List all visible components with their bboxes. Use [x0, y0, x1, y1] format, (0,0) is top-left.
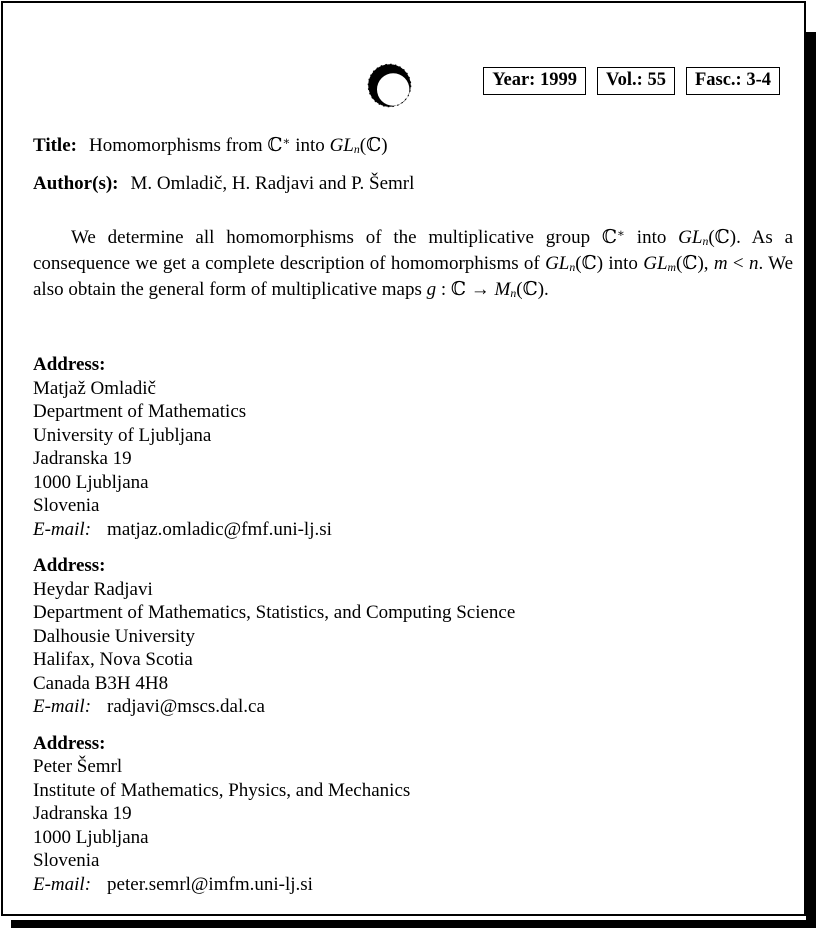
text-run: ∗	[282, 135, 291, 149]
page-shadow-bottom	[11, 920, 816, 928]
text-run: GL	[545, 253, 570, 274]
address-block-semrl	[33, 732, 788, 897]
text-run: (ℂ),	[676, 253, 714, 274]
text-run: M	[494, 279, 511, 300]
email-line	[33, 695, 788, 719]
address-line: Peter Šemrl	[33, 756, 123, 777]
email-line	[33, 518, 788, 542]
text-run: ∗	[617, 227, 625, 241]
issue-badges	[483, 67, 780, 95]
text-run: m	[713, 253, 728, 274]
text-run: n	[353, 143, 360, 157]
abstract-paragraph	[33, 225, 793, 303]
title-label: Title:	[33, 135, 77, 156]
text-run: : ℂ →	[436, 279, 495, 300]
email-address: peter.semrl@imfm.uni-lj.si	[107, 873, 313, 895]
text-run: (ℂ).	[516, 279, 549, 300]
text-run: GL	[678, 227, 703, 248]
email-address: matjaz.omladic@fmf.uni-lj.si	[107, 518, 332, 540]
text-run: <	[727, 253, 749, 274]
email-line	[33, 873, 788, 897]
text-run: g	[426, 279, 437, 300]
address-line: Dalhousie University	[33, 625, 196, 647]
crescent-moon-icon	[367, 62, 413, 109]
addresses-section	[33, 353, 788, 896]
address-line: Jadranska 19	[33, 448, 132, 469]
text-run: m	[667, 261, 677, 275]
text-run: into	[625, 227, 679, 248]
text-run: n	[510, 287, 517, 301]
email-label: E-mail:	[33, 518, 92, 540]
title-block	[33, 133, 788, 209]
address-line: Jadranska 19	[33, 803, 132, 824]
text-run: into	[290, 135, 330, 156]
email-label: E-mail:	[33, 873, 92, 895]
authors-label: Author(s):	[33, 173, 119, 194]
address-lines	[33, 578, 788, 696]
address-block-radjavi	[33, 554, 788, 719]
text-run: GL	[329, 135, 354, 156]
volume-badge: Vol.: 55	[597, 67, 675, 95]
address-line: Department of Mathematics	[33, 401, 247, 422]
email-label: E-mail:	[33, 696, 92, 717]
abstract-page	[1, 1, 806, 916]
address-line: Halifax, Nova Scotia	[33, 649, 193, 670]
address-line: University of Ljubljana	[33, 424, 212, 446]
text-run: n	[702, 235, 709, 249]
address-lines	[33, 377, 788, 518]
address-line: Slovenia	[33, 495, 100, 516]
email-address: radjavi@mscs.dal.ca	[107, 696, 265, 717]
address-line: Institute of Mathematics, Physics, and Mechanics	[33, 779, 411, 801]
text-run: GL	[643, 253, 668, 274]
address-line: Heydar Radjavi	[33, 578, 153, 600]
text-run: (ℂ). As a consequence we get a complete description of homomorphisms of	[33, 227, 793, 274]
address-label: Address:	[33, 555, 106, 576]
address-line: Slovenia	[33, 850, 100, 871]
address-line: 1000 Ljubljana	[33, 471, 149, 493]
title-text	[89, 135, 388, 156]
address-line: Matjaž Omladič	[33, 377, 156, 399]
address-label: Address:	[33, 732, 106, 754]
text-run: n	[569, 261, 576, 275]
year-badge: Year: 1999	[483, 67, 586, 95]
address-line: Department of Mathematics, Statistics, and Computing Science	[33, 602, 516, 623]
text-run: . We also obtain the general form of multiplicative maps	[33, 253, 793, 300]
authors-line	[33, 171, 788, 197]
text-run: (ℂ)	[359, 135, 388, 156]
text-run: (ℂ) into	[575, 253, 644, 274]
text-run: Homomorphisms from ℂ	[88, 135, 283, 156]
title-line	[33, 133, 788, 159]
address-line: 1000 Ljubljana	[33, 826, 149, 848]
address-lines	[33, 755, 788, 873]
page-shadow-right	[806, 32, 816, 928]
address-line: Canada B3H 4H8	[33, 672, 169, 694]
address-label: Address:	[33, 354, 106, 375]
address-block-omladic	[33, 353, 788, 541]
fascicle-badge: Fasc.: 3-4	[686, 67, 780, 95]
text-run: We determine all homomorphisms of the multiplicative group ℂ	[71, 227, 617, 248]
text-run: n	[748, 253, 759, 274]
authors-text: M. Omladič, H. Radjavi and P. Šemrl	[130, 173, 415, 194]
